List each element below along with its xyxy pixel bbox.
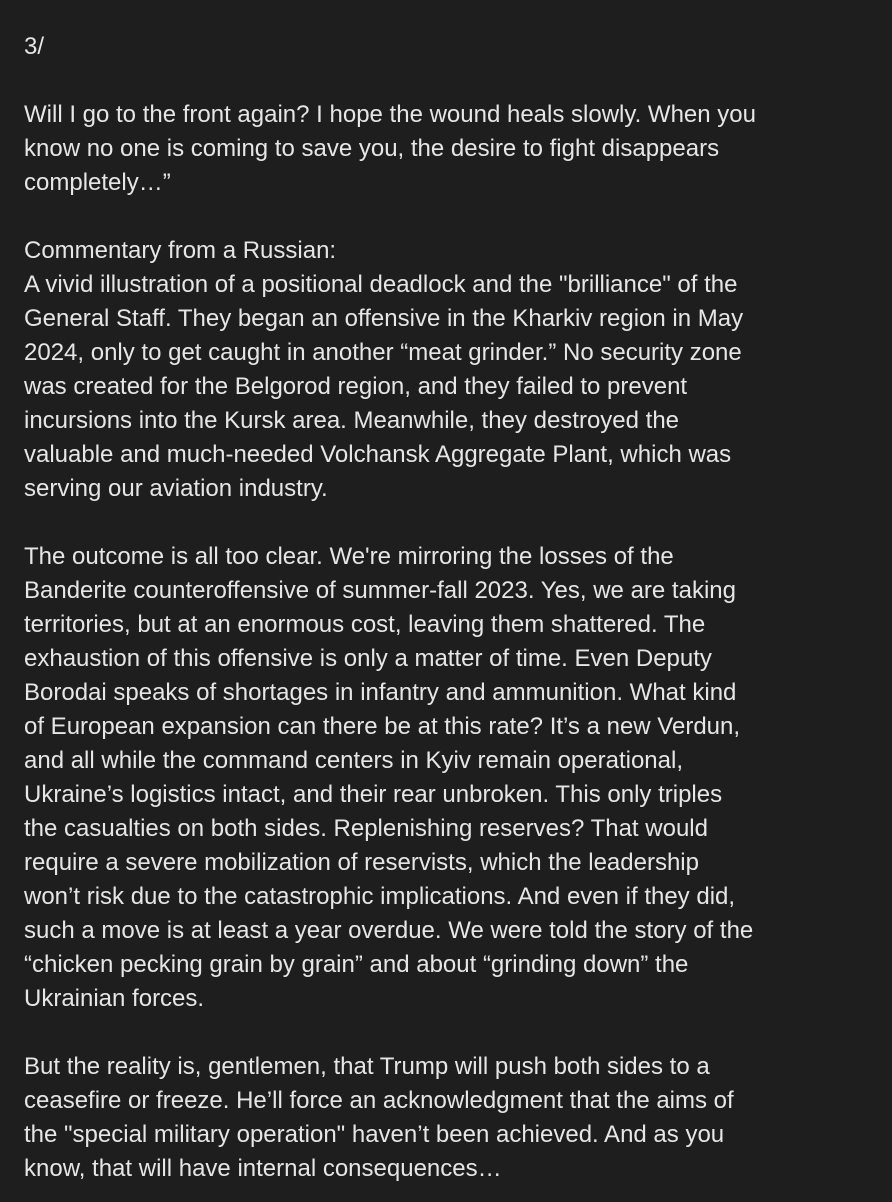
text-line: Banderite counteroffensive of summer-fall 2023. Yes, we are taking (24, 577, 736, 604)
text-line: exhaustion of this offensive is only a matter of time. Even Deputy (24, 645, 712, 672)
text-line: territories, but at an enormous cost, leaving them shattered. The (24, 611, 706, 638)
text-line: of European expansion can there be at this rate? It’s a new Verdun, (24, 713, 741, 740)
text-line: Will I go to the front again? I hope the wound heals slowly. When you (24, 101, 756, 128)
text-line: the "special military operation" haven’t been achieved. And as you (24, 1121, 725, 1148)
text-line: such a move is at least a year overdue. We were told the story of the (24, 917, 754, 944)
text-line: won’t risk due to the catastrophic implications. And even if they did, (24, 883, 736, 910)
text-line: Ukraine’s logistics intact, and their rear unbroken. This only triples (24, 781, 723, 808)
text-line: incursions into the Kursk area. Meanwhile, they destroyed the (24, 407, 680, 434)
text-line: know no one is coming to save you, the desire to fight disappears (24, 135, 720, 162)
text-line: Commentary from a Russian: (24, 237, 337, 264)
text-line: and all while the command centers in Kyiv remain operational, (24, 747, 684, 774)
text-line: General Staff. They began an offensive in the Kharkiv region in May (24, 305, 744, 332)
text-line: Ukrainian forces. (24, 985, 205, 1012)
paragraph-reality (24, 1050, 872, 1186)
text-line: require a severe mobilization of reservists, which the leadership (24, 849, 699, 876)
text-line: serving our aviation industry. (24, 475, 328, 502)
text-line: was created for the Belgorod region, and they failed to prevent (24, 373, 688, 400)
text-line: “chicken pecking grain by grain” and about “grinding down” the (24, 951, 689, 978)
text-line: completely…” (24, 169, 171, 196)
text-line: know, that will have internal consequences… (24, 1155, 502, 1182)
text-line: valuable and much-needed Volchansk Aggregate Plant, which was (24, 441, 732, 468)
text-line: But the reality is, gentlemen, that Trump will push both sides to a (24, 1053, 710, 1080)
note-heading-block (24, 30, 872, 64)
text-line: the casualties on both sides. Replenishing reserves? That would (24, 815, 708, 842)
text-line: The outcome is all too clear. We're mirroring the losses of the (24, 543, 674, 570)
paragraph-front-question (24, 98, 872, 200)
text-line: ceasefire or freeze. He’ll force an acknowledgment that the aims of (24, 1087, 734, 1114)
paragraph-outcome (24, 540, 872, 1016)
text-line: 2024, only to get caught in another “meat grinder.” No security zone (24, 339, 742, 366)
text-line: Borodai speaks of shortages in infantry and ammunition. What kind (24, 679, 737, 706)
paragraph-commentary (24, 234, 872, 506)
text-line: A vivid illustration of a positional deadlock and the "brilliance" of the (24, 271, 738, 298)
note-heading: 3/ (24, 33, 45, 60)
